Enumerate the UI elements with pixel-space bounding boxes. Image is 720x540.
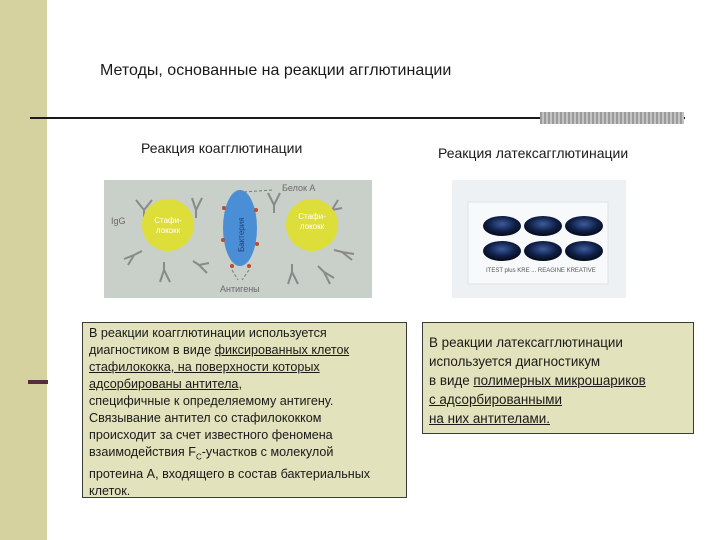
coagglutination-figure bbox=[104, 180, 372, 298]
reaction-well bbox=[483, 216, 521, 236]
side-accent-bar bbox=[28, 380, 48, 384]
text-line: происходит за счет известного феномена bbox=[89, 428, 333, 442]
text-line: на них антителами. bbox=[429, 411, 550, 426]
text-line: адсорбированы антитела, bbox=[89, 377, 242, 391]
text-line: специфичные к определяемому антигену. bbox=[89, 394, 334, 408]
igg-label: IgG bbox=[111, 216, 126, 226]
bacterium-label: Бактерия bbox=[237, 217, 246, 252]
latex-agglutination-description bbox=[422, 322, 694, 434]
text-line: в виде полимерных микрошариков bbox=[429, 373, 646, 388]
antigens-label: Антигены bbox=[220, 284, 260, 294]
text-line: клеток. bbox=[89, 483, 131, 498]
coagglutination-description bbox=[82, 322, 407, 498]
reaction-well bbox=[524, 216, 562, 236]
divider-pattern-block bbox=[540, 112, 684, 124]
staphylococcus-cell-left bbox=[142, 199, 194, 251]
text-line: с адсорбированными bbox=[429, 392, 562, 407]
text-line: протеина А, входящего в состав бактериальных bbox=[89, 466, 371, 481]
latex-agglutination-card-figure bbox=[452, 180, 626, 298]
reaction-well bbox=[524, 241, 562, 261]
text-line: взаимодействия $F_C$-участков с молекулой bbox=[89, 445, 334, 462]
protein-a-label: Белок А bbox=[282, 183, 316, 193]
side-decoration-band bbox=[0, 0, 47, 540]
text-line: стафилококка, на поверхности которых bbox=[89, 360, 320, 374]
text-line: В реакции коагглютинации используется bbox=[89, 326, 327, 340]
latex-agglutination-heading: Реакция латексагглютинации bbox=[438, 145, 629, 161]
staph-cell-left-label: Стафи-лококк bbox=[154, 216, 182, 235]
text-line: используется диагностикум bbox=[429, 354, 601, 369]
card-label: ITEST plus KRE ... REAGINE KREATIVE bbox=[486, 268, 596, 274]
slide-title: Методы, основанные на реакции агглютинации bbox=[100, 62, 452, 79]
reaction-well bbox=[483, 241, 521, 261]
coagglutination-heading: Реакция коагглютинации bbox=[141, 140, 303, 156]
reaction-well bbox=[565, 241, 603, 261]
text-line: Связывание антител со стафилококком bbox=[89, 411, 322, 425]
text-line: В реакции латексагглютинации bbox=[429, 335, 623, 350]
reaction-well bbox=[565, 216, 603, 236]
staph-cell-right-label: Стафи-лококк bbox=[298, 212, 326, 231]
text-line: диагностиком в виде фиксированных клеток bbox=[89, 343, 350, 357]
